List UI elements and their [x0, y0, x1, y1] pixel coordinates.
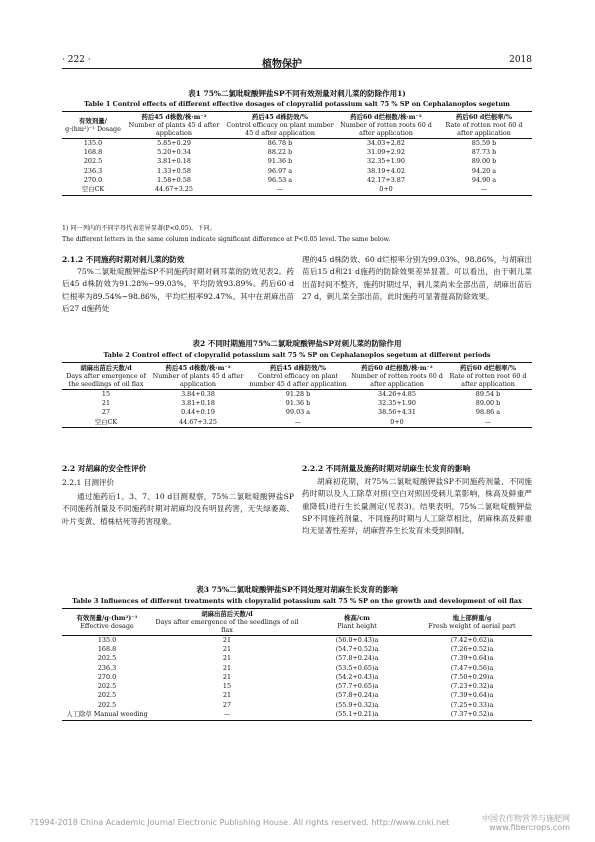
table3-caption-en: Table 3 Influences of different treatments with clopyralid potassium salt 75 % SP on the growth and development of oil flax: [72, 597, 522, 605]
table-cell: 89.00 b: [471, 157, 497, 166]
table-cell: 15: [101, 389, 111, 398]
table-cell: 31.09+2.92: [367, 148, 405, 157]
table-cell: 15: [222, 682, 232, 691]
table-cell: 21: [222, 654, 232, 663]
header-label: Number of rotten roots 60 d after application: [340, 121, 432, 137]
header-label: Number of rotten roots 60 d after application: [351, 372, 443, 388]
table-row: [62, 409, 532, 418]
section-2-2-title: 2.2 对胡麻的安全性评价: [62, 464, 147, 473]
table-cell: (7.39+0.64)a: [450, 654, 494, 663]
table-cell: 21: [222, 645, 232, 654]
table-cell: 空白CK: [62, 418, 150, 428]
table1-header-cell: [436, 112, 532, 139]
table1-header-cell: [62, 112, 124, 139]
table-cell: 1.33+0.58: [157, 166, 191, 175]
table1: [62, 111, 532, 196]
table-cell: 3.81+0.18: [157, 157, 191, 166]
table-cell: 91.36 b: [285, 399, 311, 408]
table-row: [62, 167, 532, 176]
table1-header-cell: [224, 112, 336, 139]
table-cell: 270.0: [97, 672, 117, 681]
table-row: [62, 636, 532, 646]
header-label: 药后60 d烂根率/%: [460, 364, 516, 372]
table-cell: 202.5: [97, 654, 117, 663]
table-cell: 5.85+0.29: [157, 138, 191, 147]
table-cell: (55.9+0.32)a: [335, 700, 379, 709]
table-cell: —: [152, 710, 302, 720]
table2-header-cell: [350, 363, 444, 390]
table-cell: 3.81+0.18: [181, 399, 215, 408]
table2-header-cell: [62, 363, 150, 390]
table-row: [62, 185, 532, 195]
table-cell: 88.22 b: [267, 148, 293, 157]
table-cell: 人工除草 Manual weeding: [62, 710, 152, 720]
header-label: 药后45 d株防效/%: [252, 113, 308, 121]
table-cell: 236.3: [83, 166, 103, 175]
table-row: [62, 673, 532, 682]
table-cell: —: [246, 418, 350, 428]
page-number: · 222 ·: [62, 55, 91, 65]
table2-header-row: [62, 363, 532, 390]
header-label: 药后45 d株防效/%: [270, 364, 326, 372]
table-row: [62, 655, 532, 664]
table1-header-row: [62, 112, 532, 139]
header-label: 药后60 d烂根数/株·m⁻²: [361, 364, 433, 372]
table-cell: 32.35+1.90: [367, 157, 405, 166]
table-cell: 21: [222, 672, 232, 681]
table-cell: 42.17+3.87: [367, 175, 405, 184]
table-row: [62, 710, 532, 720]
header-label: 药后45 d株数/株·m⁻²: [141, 113, 207, 121]
table2-header-cell: [444, 363, 532, 390]
table-row: [62, 418, 532, 428]
table-cell: (54.2+0.43)a: [335, 672, 379, 681]
table-cell: 38.56+4.31: [378, 408, 416, 417]
table1-caption-en: Table 1 Control effects of different effective dosages of clopyralid potassium salt 75 % SP on Cephalanoplos segetum: [84, 100, 510, 108]
table-cell: (57.7+0.65)a: [335, 682, 379, 691]
table-cell: 21: [222, 663, 232, 672]
table-cell: 94.20 a: [471, 166, 497, 175]
table-cell: 168.8: [97, 645, 117, 654]
table-cell: (53.5+0.65)a: [335, 663, 379, 672]
watermark-url: www.fibercrops.com: [489, 823, 570, 833]
table-cell: 27: [101, 408, 111, 417]
table-row: [62, 158, 532, 167]
section-2-2-2-title: 2.2.2 不同剂量及施药时期对胡麻生长发育的影响: [302, 464, 471, 473]
header-label: Plant height: [337, 622, 377, 630]
section-2-1-2-right-paragraph: 理的45 d株防效、60 d烂根率分别为99.03%、98.86%，与胡麻出苗后15 d和21 d施药的防除效果差异显著。可以看出，由于刺儿菜出苗时间不整齐，施药时期过早，刺儿菜尚未全部出苗，胡麻出苗后27 d，刺儿菜全部出苗，此时施药可显著提高防除效果。: [302, 255, 532, 301]
table-cell: 21: [222, 635, 232, 644]
table-cell: (7.23+0.32)a: [450, 682, 494, 691]
running-header: [62, 55, 532, 69]
table-cell: (7.39+0.64)a: [450, 691, 494, 700]
table-cell: 44.67+3.25: [124, 185, 224, 195]
table1-header-cell: [336, 112, 436, 139]
table-cell: 98.86 a: [475, 408, 501, 417]
table-cell: 38.19+4.02: [367, 166, 405, 175]
header-label: Effective dosage: [80, 622, 134, 630]
table-cell: (7.25+0.33)a: [450, 700, 494, 709]
table-cell: 27: [222, 700, 232, 709]
section-2-2-2-paragraph: 胡麻初花期，对75%二氯吡啶酸钾盐SP不同施药剂量、不同施药时期以及人工除草对照(空白对照因受刺儿菜影响，株高及鲜重严重降低)进行生长量测定(见表3)。结果表明，75%二氯吡啶酸钾盐SP不同施药剂量、不同施药时期与人工除草相比，胡麻株高及鲜重均无显著性差异，胡麻营养生长发育未受到抑制。: [302, 477, 532, 536]
table-cell: (57.8+0.24)a: [335, 654, 379, 663]
table-cell: 21: [222, 691, 232, 700]
table-cell: 21: [101, 399, 111, 408]
header-label: Control efficacy on plant number 45 d after application: [226, 121, 334, 137]
table2: [62, 362, 532, 428]
table3-caption-cn: 表3 75%二氯吡啶酸钾盐SP不同处理对胡麻生长发育的影响: [196, 585, 398, 594]
header-label: Rate of rotten root 60 d after application: [449, 372, 527, 388]
table-cell: 87.73 b: [471, 148, 497, 157]
table-cell: 135.0: [83, 138, 103, 147]
table-row: [62, 399, 532, 408]
table-cell: (7.26+0.52)a: [450, 645, 494, 654]
table1-caption-cn: 表1 75%二氯吡啶酸钾盐SP不同有效剂量对刺儿菜的防除作用1): [188, 89, 406, 98]
header-label: 胡麻出苗后天数/d: [201, 610, 253, 618]
header-label: Days after emergence of the seedlings of oil flax: [155, 618, 299, 634]
header-label: 胡麻出苗后天数/d: [80, 364, 132, 372]
header-label: 药后45 d株数/株·m⁻²: [165, 364, 231, 372]
table-cell: 0+0: [336, 185, 436, 195]
table-cell: (7.50+0.29)a: [450, 672, 494, 681]
table-row: [62, 390, 532, 400]
table-cell: —: [436, 185, 532, 195]
table-cell: (7.37+0.52)a: [412, 710, 532, 720]
table-cell: 0.44+0.19: [181, 408, 215, 417]
table-cell: 89.00 b: [475, 399, 501, 408]
table-row: [62, 139, 532, 149]
table-cell: (56.0+0.43)a: [335, 635, 379, 644]
table-cell: 1.58+0.58: [157, 175, 191, 184]
table2-caption-en: Table 2 Control effect of clopyralid potassium salt 75 % SP on Cephalanoplos segetum at different periods: [103, 351, 491, 359]
table-cell: 168.8: [83, 148, 103, 157]
table3: [62, 608, 532, 721]
table-cell: 236.3: [97, 663, 117, 672]
table-cell: 135.0: [97, 635, 117, 644]
table-cell: —: [224, 185, 336, 195]
table-cell: —: [444, 418, 532, 428]
journal-year: 2018: [509, 55, 532, 65]
header-label: 有效剂量/: [79, 117, 107, 125]
section-2-2-1-paragraph: 通过施药后1、3、7、10 d目测观察，75%二氯吡啶酸钾盐SP不同施药剂量及不同施药时期对胡麻均没有明显药害，无失绿萎蔫、叶片变黄、植株枯死等药害现象。: [62, 492, 294, 526]
table-cell: 34.03+2.82: [367, 138, 405, 147]
table1-note-en: The different letters in the same column indicate significant difference at P<0.05 level. The same below.: [62, 236, 391, 243]
table-cell: 202.5: [83, 157, 103, 166]
table-cell: 270.0: [83, 175, 103, 184]
table-cell: 91.36 b: [267, 157, 293, 166]
table-cell: 5.20+0.34: [157, 148, 191, 157]
table-cell: 44.67+3.25: [150, 418, 246, 428]
table-cell: 0+0: [350, 418, 444, 428]
table-row: [62, 701, 532, 710]
table1-header-cell: [124, 112, 224, 139]
table-cell: 202.5: [97, 682, 117, 691]
table3-header-cell: [152, 609, 302, 636]
table-cell: (55.1+0.21)a: [302, 710, 412, 720]
table-cell: 3.84+0.38: [181, 389, 215, 398]
table-cell: 99.03 a: [285, 408, 311, 417]
watermark: [482, 814, 570, 832]
header-label: 株高/cm: [344, 614, 370, 622]
table-cell: 空白CK: [62, 185, 124, 195]
table-cell: 202.5: [97, 691, 117, 700]
table-cell: (7.47+0.56)a: [450, 663, 494, 672]
table-row: [62, 664, 532, 673]
table3-header-row: [62, 609, 532, 636]
table-cell: 89.54 b: [475, 389, 501, 398]
table3-header-cell: [302, 609, 412, 636]
copyright-line: ?1994-2018 China Academic Journal Electronic Publishing House. All rights reserved. http://www.cnki.net: [30, 818, 450, 827]
table1-note-cn: 1) 同一列内的不同字母代表差异显著(P<0.05)。下同。: [62, 225, 216, 232]
table2-caption-cn: 表2 不同时期施用75%二氯吡啶酸钾盐SP对刺儿菜的防除作用: [192, 339, 402, 348]
table-row: [62, 148, 532, 157]
table2-header-cell: [246, 363, 350, 390]
table-cell: 202.5: [97, 700, 117, 709]
header-label: Control efficacy on plant number 45 d after application: [249, 372, 347, 388]
header-label: Number of plants 45 d after application: [128, 121, 220, 137]
section-2-1-2-left-paragraph: 75%二氯吡啶酸钾盐SP不同施药时期对刺耳菜的防效见表2。药后45 d株防效为91.28%~99.03%，平均防效93.89%。药后60 d烂根率为89.54%~98.86%，平均烂根率92.47%。其中在胡麻出苗后27 d施药处: [62, 267, 294, 313]
table-cell: 34.26+4.85: [378, 389, 416, 398]
table-cell: (7.42+0.62)a: [450, 635, 494, 644]
table-cell: 85.59 b: [471, 138, 497, 147]
header-label: 药后60 d烂根数/株·m⁻²: [350, 113, 422, 121]
header-label: 药后60 d烂根率/%: [456, 113, 512, 121]
watermark-text: 中国农作物营养与施肥网: [482, 814, 570, 823]
section-2-1-2-title: 2.1.2 不同施药时期对刺儿菜的防效: [62, 255, 185, 264]
table-cell: (57.8+0.24)a: [335, 691, 379, 700]
table-cell: (54.7+0.52)a: [335, 645, 379, 654]
table-row: [62, 692, 532, 701]
table3-header-cell: [412, 609, 532, 636]
header-label: Fresh weight of aerial part: [428, 622, 516, 630]
header-label: Days after emergence of the seedlings of oil flax: [66, 372, 146, 388]
table-cell: 96.53 a: [267, 175, 293, 184]
journal-name: 植物保护: [262, 59, 302, 70]
table-cell: 86.78 b: [267, 138, 293, 147]
table-cell: 94.90 a: [471, 175, 497, 184]
table-cell: 32.35+1.90: [378, 399, 416, 408]
header-label: Number of plants 45 d after application: [152, 372, 244, 388]
table-row: [62, 645, 532, 654]
table-cell: 96.97 a: [267, 166, 293, 175]
header-label: g·(hm²)⁻¹ Dosage: [65, 125, 121, 133]
header-label: Rate of rotten root 60 d after application: [445, 121, 523, 137]
section-2-2-1-title: 2.2.1 目测评价: [62, 478, 115, 487]
table3-header-cell: [62, 609, 152, 636]
table-row: [62, 682, 532, 691]
header-label: 地上部鲜重/g: [452, 614, 492, 622]
header-label: 有效剂量/g·(hm²)⁻¹: [76, 614, 138, 622]
table-row: [62, 176, 532, 185]
table2-header-cell: [150, 363, 246, 390]
table-cell: 91.28 b: [285, 389, 311, 398]
